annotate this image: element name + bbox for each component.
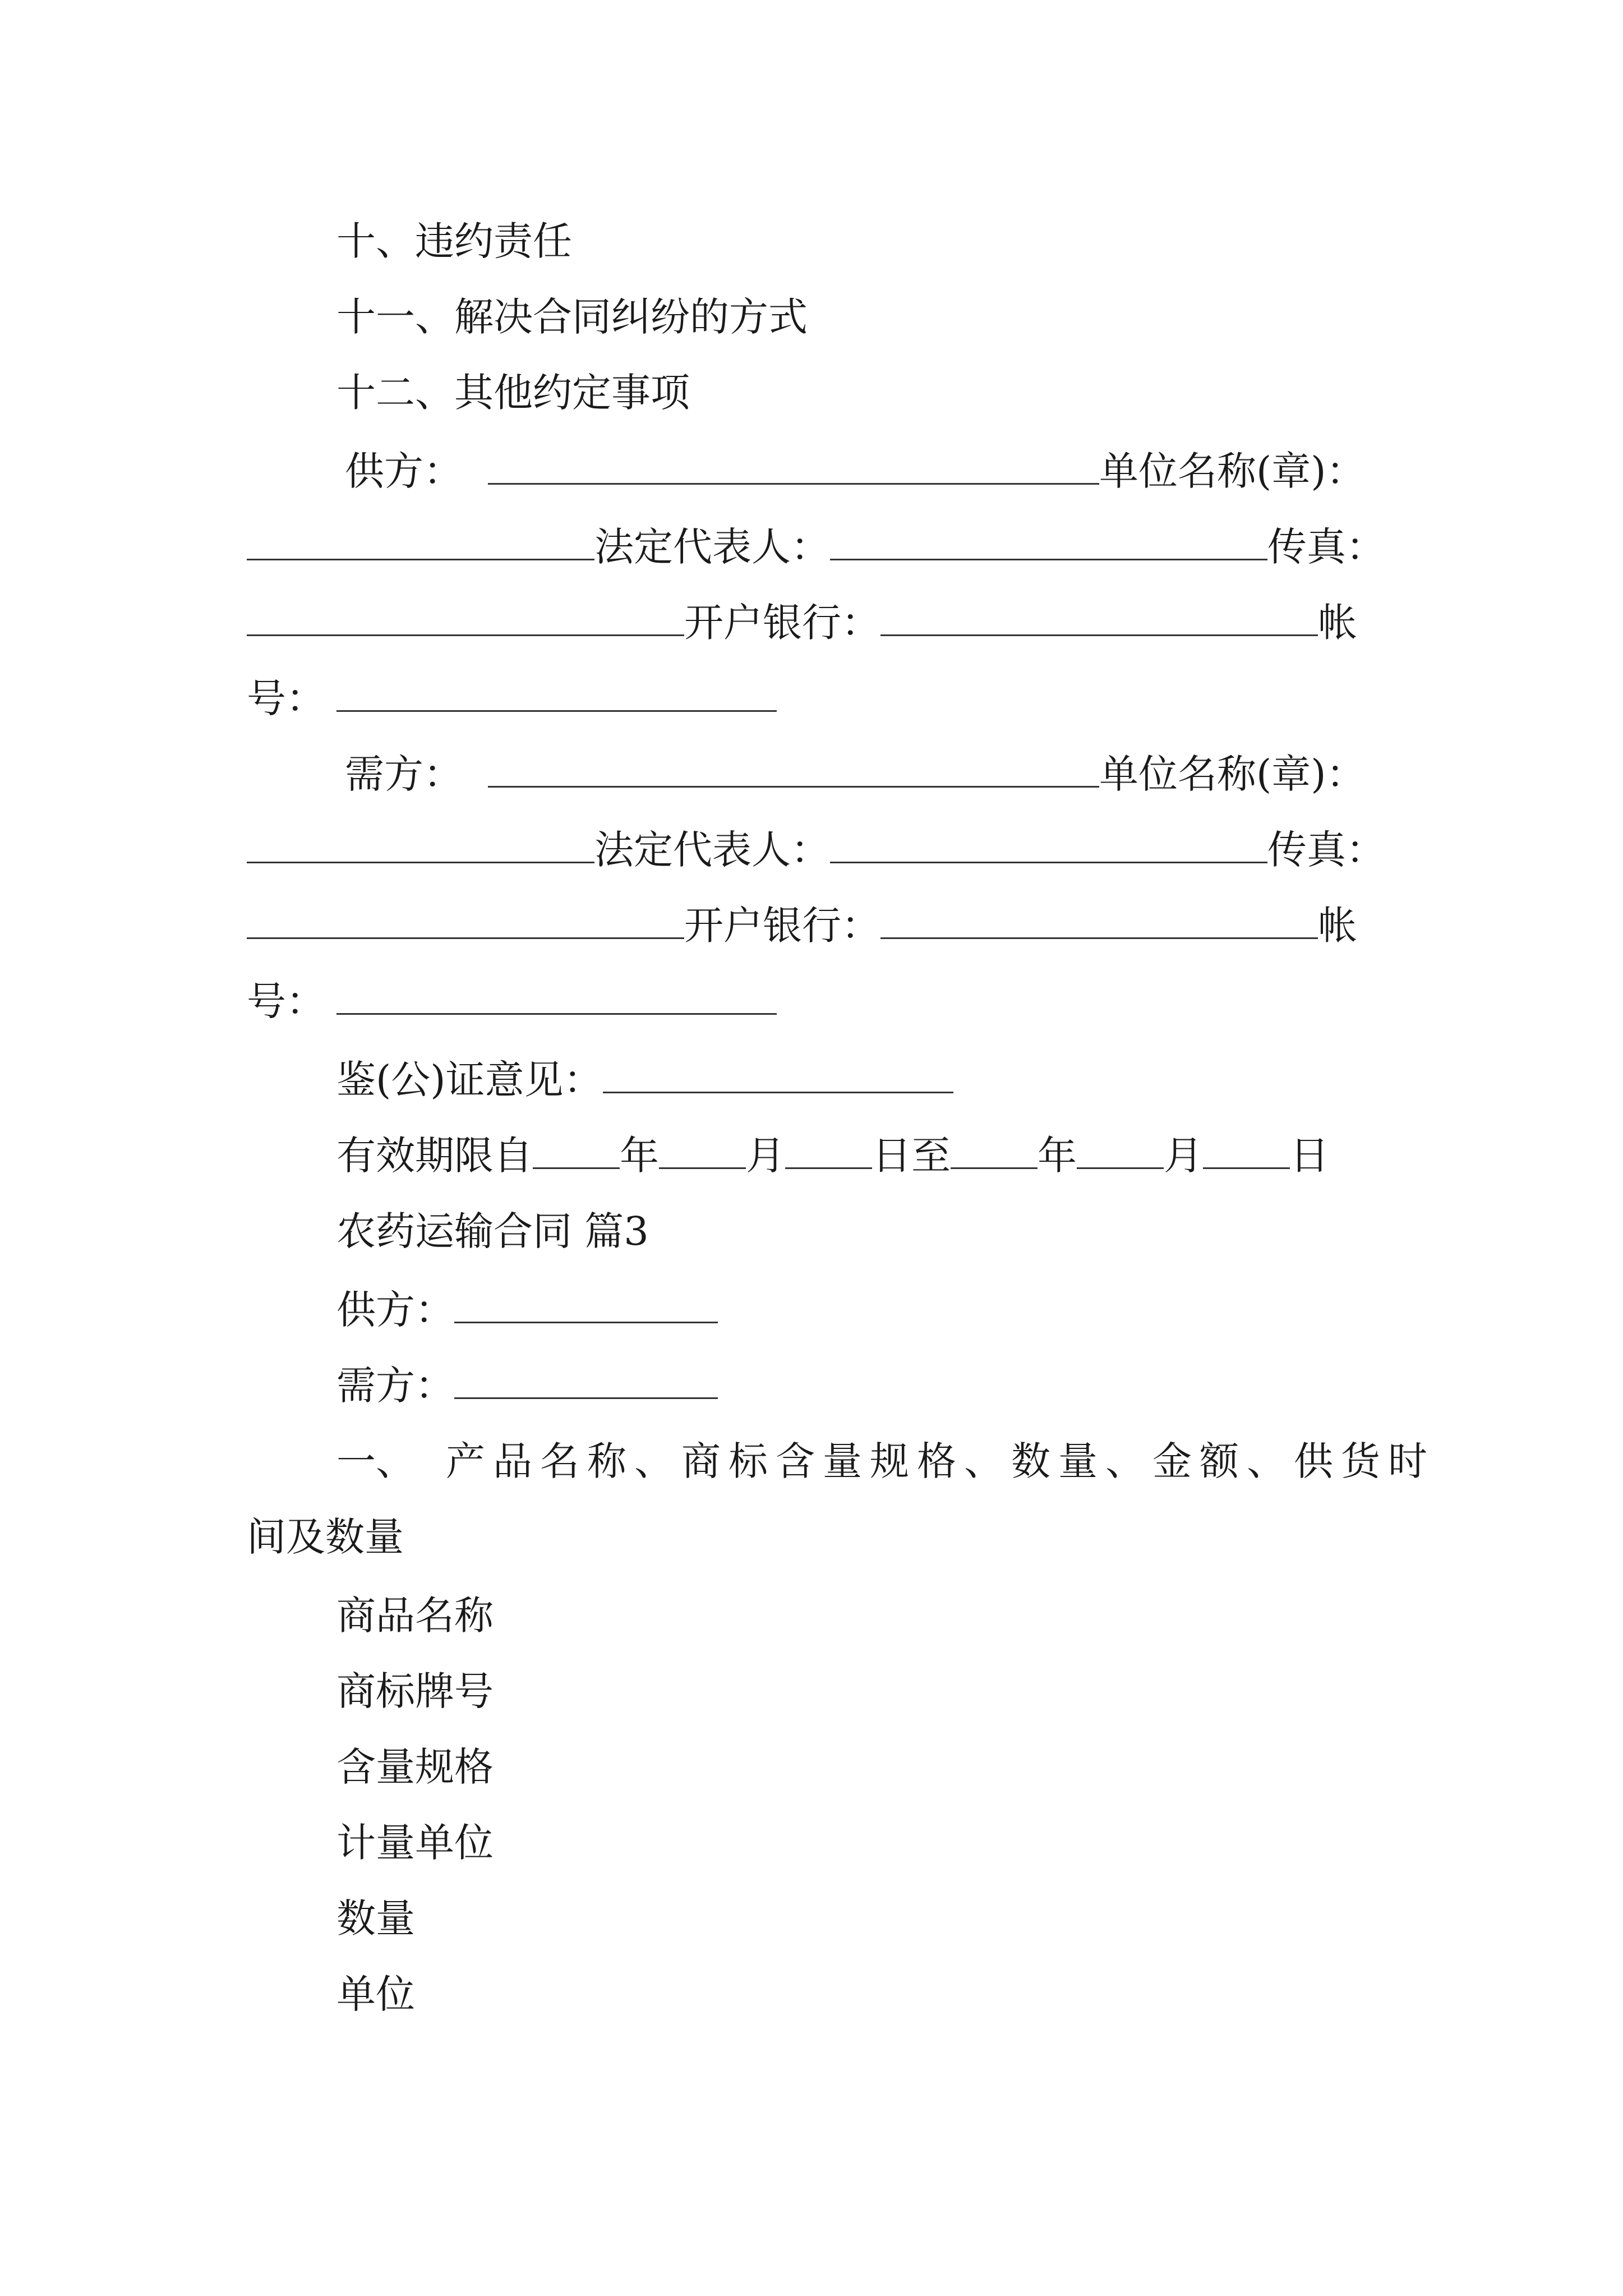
contract3-buyer-label: 需方： <box>336 1363 454 1409</box>
validity-start-month-blank[interactable] <box>659 1135 746 1169</box>
validity-day-label: 日 <box>1290 1133 1329 1179</box>
field-measure-unit: 计量单位 <box>336 1820 494 1866</box>
supplier-legal-rep-blank[interactable] <box>830 526 1267 560</box>
buyer-account-label-b: 号： <box>247 978 325 1024</box>
validity-end-day-blank[interactable] <box>1203 1135 1290 1169</box>
validity-month-label-2: 月 <box>1164 1133 1203 1179</box>
validity-end-year-blank[interactable] <box>951 1135 1038 1169</box>
contract3-title: 农药运输合同 篇3 <box>336 1208 649 1254</box>
contract3-buyer-blank[interactable] <box>454 1365 718 1399</box>
supplier-fax-blank[interactable] <box>247 602 684 636</box>
notary-label: 鉴(公)证意见： <box>336 1057 603 1103</box>
supplier-unit-name-label: 单位名称(章)： <box>1099 448 1366 494</box>
buyer-fax-label: 传真： <box>1267 827 1385 873</box>
field-brand-number: 商标牌号 <box>336 1668 494 1714</box>
contract3-item1-number: 一、 <box>336 1438 415 1484</box>
validity-prefix: 有效期限自 <box>336 1133 533 1179</box>
section-12: 十二、其他约定事项 <box>336 370 690 416</box>
buyer-account-blank[interactable] <box>336 981 777 1015</box>
validity-month-label-1: 月 <box>746 1133 785 1179</box>
supplier-line-3 <box>247 597 1357 648</box>
validity-end-month-blank[interactable] <box>1077 1135 1164 1169</box>
validity-day-to-label: 日至 <box>872 1133 951 1179</box>
field-product-name: 商品名称 <box>336 1593 494 1639</box>
buyer-unit-name-label: 单位名称(章)： <box>1099 751 1366 797</box>
notary-line <box>336 1055 953 1105</box>
buyer-fax-blank[interactable] <box>247 905 684 939</box>
contract3-buyer-line <box>336 1360 718 1411</box>
supplier-line-2 <box>247 522 1385 572</box>
supplier-bank-blank[interactable] <box>880 602 1318 636</box>
buyer-account-label-a: 帐 <box>1318 903 1357 949</box>
supplier-line-1 <box>345 446 1366 496</box>
supplier-account-blank[interactable] <box>336 678 777 712</box>
buyer-bank-label: 开户银行： <box>684 903 880 949</box>
buyer-line-1 <box>345 749 1366 799</box>
section-10: 十、违约责任 <box>336 218 572 264</box>
notary-blank[interactable] <box>603 1059 953 1093</box>
contract3-item1-line2: 间及数量 <box>247 1514 404 1560</box>
validity-start-year-blank[interactable] <box>533 1135 620 1169</box>
buyer-unit-name-blank[interactable] <box>247 829 594 863</box>
contract3-supplier-blank[interactable] <box>454 1289 718 1323</box>
supplier-account-label-b: 号： <box>247 675 325 721</box>
supplier-label: 供方： <box>345 448 463 494</box>
buyer-line-4 <box>247 976 777 1027</box>
buyer-legal-rep-blank[interactable] <box>830 829 1267 863</box>
buyer-label: 需方： <box>345 751 463 797</box>
validity-year-label-2: 年 <box>1038 1133 1077 1179</box>
supplier-line-4 <box>247 673 777 724</box>
contract3-item1-line1 <box>336 1436 1435 1487</box>
supplier-fax-label: 传真： <box>1267 524 1385 570</box>
buyer-legal-rep-label: 法定代表人： <box>594 827 830 873</box>
buyer-blank[interactable] <box>488 753 1099 788</box>
supplier-blank[interactable] <box>488 450 1099 485</box>
contract3-supplier-line <box>336 1285 718 1335</box>
supplier-bank-label: 开户银行： <box>684 600 880 646</box>
supplier-account-label-a: 帐 <box>1318 600 1357 646</box>
contract3-item1-text: 产品名称、商标含量规格、数量、金额、供货时 <box>446 1438 1435 1484</box>
section-11: 十一、解决合同纠纷的方式 <box>336 294 808 340</box>
buyer-line-2 <box>247 825 1385 875</box>
contract3-supplier-label: 供方： <box>336 1287 454 1333</box>
field-unit: 单位 <box>336 1971 415 2017</box>
validity-line <box>336 1130 1329 1181</box>
supplier-legal-rep-label: 法定代表人： <box>594 524 830 570</box>
validity-start-day-blank[interactable] <box>785 1135 872 1169</box>
supplier-unit-name-blank[interactable] <box>247 526 594 560</box>
validity-year-label-1: 年 <box>620 1133 659 1179</box>
buyer-line-3 <box>247 900 1357 951</box>
buyer-bank-blank[interactable] <box>880 905 1318 939</box>
field-content-spec: 含量规格 <box>336 1744 494 1790</box>
field-quantity: 数量 <box>336 1895 415 1941</box>
